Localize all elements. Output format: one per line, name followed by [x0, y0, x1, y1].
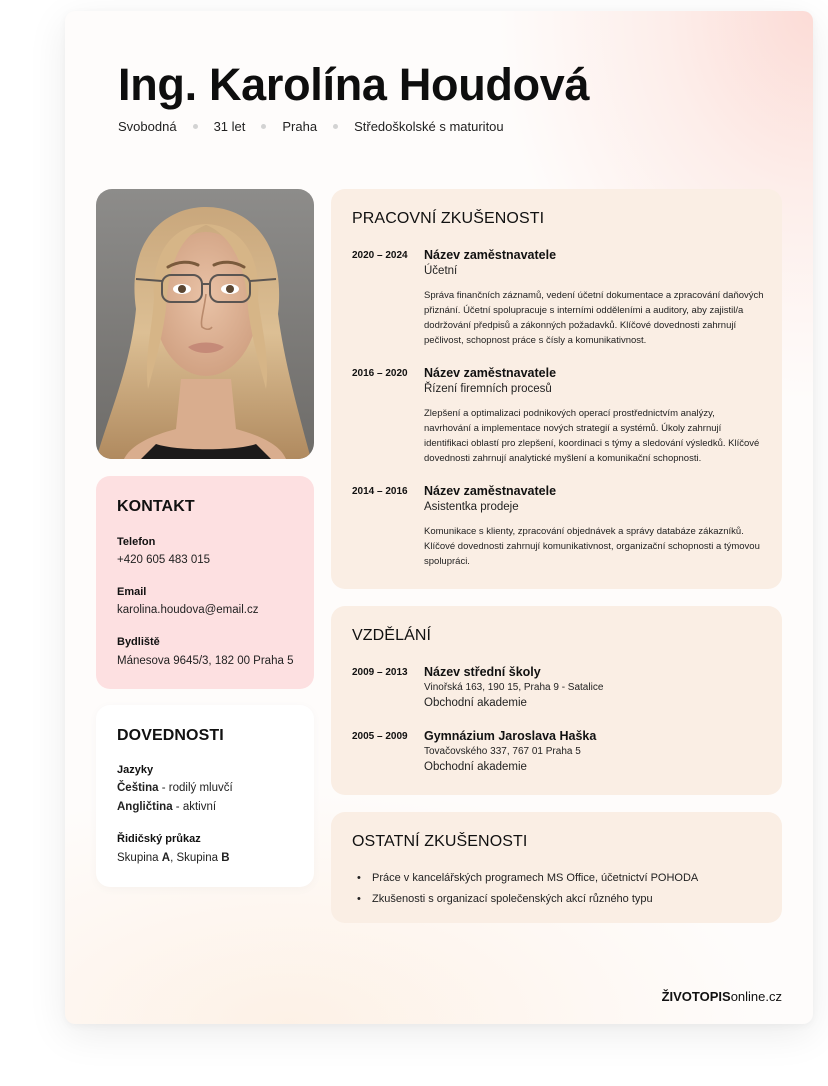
meta-age: 31 let	[213, 119, 246, 134]
education-field: Obchodní akademie	[424, 761, 527, 773]
work-title: PRACOVNÍ ZKUŠENOSTI	[352, 210, 545, 227]
contact-card	[96, 476, 314, 689]
language-english-name: Angličtina	[117, 801, 173, 813]
meta-separator-dot	[261, 124, 266, 129]
work-employer: Název zaměstnavatele	[424, 366, 557, 380]
work-description: Zlepšení a optimalizaci podnikových operací prostřednictvím analýzy, navrhování a implementace nových strategií a systémů. Úkoly zahrnují identifikaci oblastí pro zlepšení, koordinaci s týmy a sledování výsledků. Klíčové dovednosti zahrnují analytické myšlení a komunikační schopnosti.	[424, 408, 760, 464]
work-employer: Název zaměstnavatele	[424, 248, 557, 262]
work-role: Účetní	[424, 265, 458, 277]
license-prefix: Skupina	[117, 852, 162, 864]
license-separator: , Skupina	[170, 852, 222, 864]
work-description: Správa finančních záznamů, vedení účetní dokumentace a zpracování daňových přiznání. Účetní spolupracuje s interními odděleními a auditory, aby zajistil/a dodržování předpisů a zákonných požadavků. Klíčové dovednosti zahrnují pečlivost, schopnost práce s čísly a komunikativnost.	[424, 290, 764, 346]
brand-rest: online.cz	[730, 989, 782, 1004]
personal-meta	[118, 119, 504, 134]
language-czech-level: - rodilý mluvčí	[158, 782, 233, 794]
other-list-item: • Práce v kancelářských programech MS Office, účetnictví POHODA	[352, 868, 698, 889]
education-card	[331, 606, 782, 795]
license-group-a: A	[161, 852, 171, 864]
education-years: 2005 – 2009	[352, 731, 408, 742]
address-value: Mánesova 9645/3, 182 00 Praha 5	[117, 655, 294, 667]
email-value[interactable]: karolina.houdova@email.cz	[117, 604, 259, 616]
brand-bold: ŽIVOTOPIS	[661, 989, 731, 1004]
language-czech-name: Čeština	[117, 782, 159, 794]
education-years: 2009 – 2013	[352, 667, 408, 678]
other-list	[352, 868, 698, 910]
work-role: Asistentka prodeje	[424, 501, 519, 513]
work-years: 2020 – 2024	[352, 250, 408, 261]
work-experience-card	[331, 189, 782, 589]
email-label: Email	[117, 586, 147, 598]
cv-name: Ing. Karolína Houdová	[118, 59, 590, 110]
education-school: Gymnázium Jaroslava Haška	[424, 729, 597, 743]
phone-value[interactable]: +420 605 483 015	[117, 554, 211, 566]
skills-card	[96, 705, 314, 887]
other-title: OSTATNÍ ZKUŠENOSTI	[352, 833, 528, 850]
phone-label: Telefon	[117, 536, 156, 548]
contact-title: KONTAKT	[117, 498, 195, 515]
languages-label: Jazyky	[117, 764, 154, 776]
other-experience-card	[331, 812, 782, 923]
brand-logo[interactable]	[662, 989, 782, 1004]
meta-separator-dot	[333, 124, 338, 129]
cv-page	[65, 11, 813, 1024]
other-list-item: • Zkušenosti s organizací společenských akcí různého typu	[352, 889, 698, 910]
education-field: Obchodní akademie	[424, 697, 527, 709]
skills-title: DOVEDNOSTI	[117, 727, 224, 744]
license-value	[117, 852, 230, 864]
language-czech	[117, 782, 233, 794]
work-description: Komunikace s klienty, zpracování objednávek a správy databáze zákazníků. Klíčové dovednosti zahrnují komunikativnost, organizační schopnosti a týmovou spolupráci.	[424, 526, 760, 567]
meta-separator-dot	[193, 124, 198, 129]
language-english-level: - aktivní	[172, 801, 217, 813]
profile-photo	[96, 189, 314, 459]
meta-education-level: Středoškolské s maturitou	[354, 119, 504, 134]
address-label: Bydliště	[117, 636, 160, 648]
education-title: VZDĚLÁNÍ	[352, 627, 432, 644]
meta-city: Praha	[282, 119, 318, 134]
work-employer: Název zaměstnavatele	[424, 484, 557, 498]
education-address: Tovačovského 337, 767 01 Praha 5	[424, 746, 581, 757]
license-group-b: B	[221, 852, 230, 864]
portrait-illustration	[96, 189, 314, 459]
work-years: 2014 – 2016	[352, 486, 408, 497]
work-role: Řízení firemních procesů	[424, 383, 552, 395]
meta-marital-status: Svobodná	[118, 119, 177, 134]
education-school: Název střední školy	[424, 665, 541, 679]
language-english	[117, 801, 216, 813]
work-years: 2016 – 2020	[352, 368, 408, 379]
license-label: Řidičský průkaz	[117, 833, 201, 845]
education-address: Vinořská 163, 190 15, Praha 9 - Satalice	[424, 682, 604, 693]
